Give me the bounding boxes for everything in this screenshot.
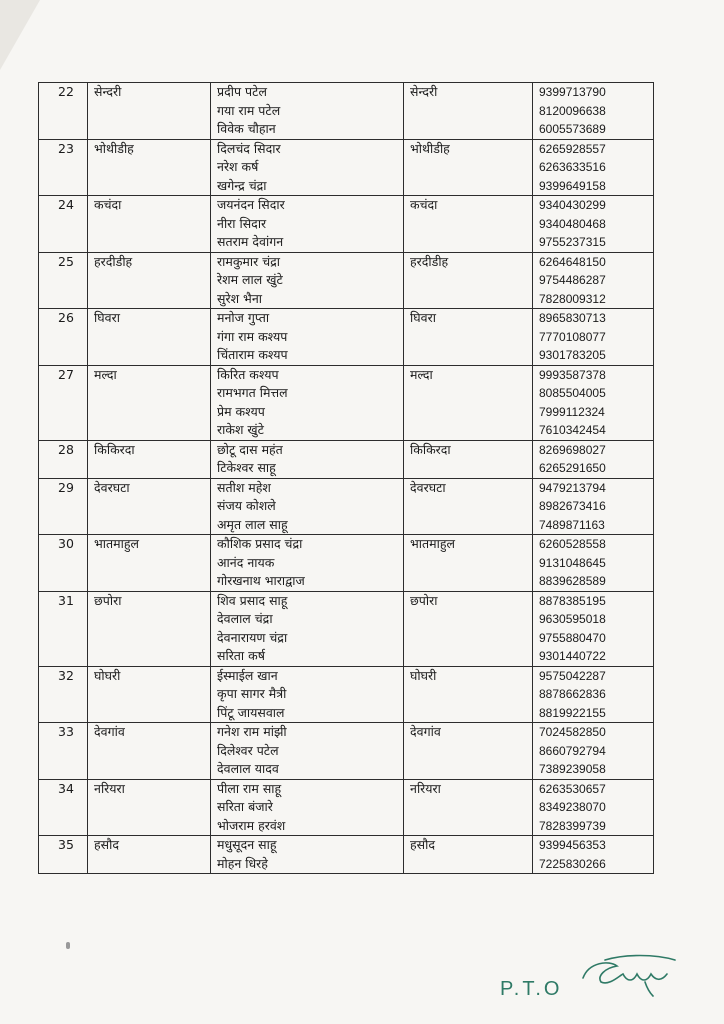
page-corner-fold	[0, 0, 40, 70]
member-name: भोजराम हरवंश	[217, 817, 286, 833]
phone-number: 7770108077	[539, 329, 606, 344]
phone-number: 8839628589	[539, 574, 606, 588]
table-row	[39, 309, 654, 366]
member-name: गनेश राम मांझी	[217, 724, 287, 739]
phone-number: 7828399739	[539, 818, 606, 833]
village-cell: घिवरा	[88, 309, 211, 366]
member-name: खगेन्द्र चंद्रा	[217, 177, 267, 193]
village-cell: देवरघटा	[88, 478, 211, 535]
member-name: पीला राम साहू	[217, 780, 282, 796]
serial-number-cell: 34	[39, 779, 88, 836]
member-name: मधुसूदन साहू	[217, 837, 277, 852]
table-row	[39, 139, 654, 196]
phone-numbers-cell	[533, 535, 654, 592]
roster-body	[39, 83, 654, 874]
table-row	[39, 83, 654, 140]
member-name: राकेश खुंटे	[217, 422, 264, 437]
member-name: देवलाल यादव	[217, 761, 279, 776]
table-row	[39, 591, 654, 666]
phone-number: 8120096638	[539, 103, 606, 118]
member-name: रेशम लाल खुंटे	[217, 272, 283, 287]
phone-number: 8878385195	[539, 593, 606, 608]
member-names-cell	[211, 139, 404, 196]
village-cell: नरियरा	[88, 779, 211, 836]
ink-spot	[66, 942, 70, 949]
village-cell: भातमाहुल	[88, 535, 211, 592]
serial-number-cell: 25	[39, 252, 88, 309]
place-cell: किकिरदा	[404, 440, 533, 478]
member-names-cell	[211, 535, 404, 592]
serial-number-cell: 31	[39, 591, 88, 666]
phone-number: 9754486287	[539, 273, 606, 287]
village-cell: किकिरदा	[88, 440, 211, 478]
phone-number: 8965830713	[539, 311, 606, 325]
member-names-cell	[211, 440, 404, 478]
phone-numbers-cell	[533, 365, 654, 440]
phone-numbers-cell	[533, 836, 654, 874]
phone-number: 7489871163	[539, 517, 605, 532]
phone-number: 9301440722	[539, 649, 606, 663]
member-name: संजय कोशले	[217, 498, 276, 513]
place-cell: नरियरा	[404, 779, 533, 836]
serial-number-cell: 35	[39, 836, 88, 874]
phone-number: 9479213794	[539, 480, 606, 495]
member-name: देवनारायण चंद्रा	[217, 629, 288, 645]
phone-numbers-cell	[533, 196, 654, 253]
place-cell: घिवरा	[404, 309, 533, 366]
table-row	[39, 440, 654, 478]
member-name: रामभगत मित्तल	[217, 385, 288, 400]
phone-numbers-cell	[533, 252, 654, 309]
phone-numbers-cell	[533, 779, 654, 836]
phone-number: 9340480468	[539, 216, 606, 231]
phone-number: 8085504005	[539, 386, 606, 400]
member-name: कौशिक प्रसाद चंद्रा	[217, 536, 303, 551]
member-name: कृपा सागर मैत्री	[217, 686, 287, 701]
table-row	[39, 535, 654, 592]
member-name: सरिता बंजारे	[217, 799, 273, 814]
member-name: सतीश महेश	[217, 479, 271, 495]
table-row	[39, 666, 654, 723]
phone-number: 6265291650	[539, 461, 606, 475]
serial-number-cell: 27	[39, 365, 88, 440]
phone-number: 6260528558	[539, 537, 606, 551]
phone-number: 8349238070	[539, 800, 606, 814]
member-name: चिंताराम कश्यप	[217, 347, 288, 362]
place-cell: देवरघटा	[404, 478, 533, 535]
phone-number: 6005573689	[539, 122, 606, 136]
table-row	[39, 723, 654, 780]
member-names-cell	[211, 478, 404, 535]
member-names-cell	[211, 365, 404, 440]
table-row	[39, 196, 654, 253]
member-name: गया राम पटेल	[217, 102, 281, 118]
member-name: दिलेश्वर पटेल	[217, 742, 279, 758]
phone-number: 9399649158	[539, 178, 606, 193]
member-names-cell	[211, 591, 404, 666]
place-cell: मल्दा	[404, 365, 533, 440]
member-names-cell	[211, 666, 404, 723]
table-row	[39, 779, 654, 836]
place-cell: देवगांव	[404, 723, 533, 780]
phone-number: 9399713790	[539, 85, 606, 99]
place-cell: कचंदा	[404, 196, 533, 253]
member-names-cell	[211, 309, 404, 366]
place-cell: हसौद	[404, 836, 533, 874]
member-name: टिकेश्वर साहू	[217, 460, 276, 475]
member-name: जयनंदन सिदार	[217, 197, 285, 212]
member-name: नीरा सिदार	[217, 215, 267, 231]
member-name: देवलाल चंद्रा	[217, 611, 273, 626]
phone-number: 9340430299	[539, 198, 606, 212]
phone-number: 8878662836	[539, 687, 606, 701]
place-cell: भातमाहुल	[404, 535, 533, 592]
member-names-cell	[211, 83, 404, 140]
pto-note: P.T.O	[500, 978, 563, 1000]
phone-numbers-cell	[533, 440, 654, 478]
phone-number: 9575042287	[539, 668, 606, 683]
member-names-cell	[211, 196, 404, 253]
phone-number: 6263633516	[539, 160, 606, 174]
phone-number: 7610342454	[539, 423, 606, 437]
phone-numbers-cell	[533, 478, 654, 535]
phone-number: 9399456353	[539, 838, 606, 852]
serial-number-cell: 22	[39, 83, 88, 140]
phone-number: 7828009312	[539, 291, 606, 306]
member-name: आनंद नायक	[217, 554, 275, 570]
phone-number: 9630595018	[539, 612, 606, 626]
phone-number: 8660792794	[539, 743, 606, 758]
phone-number: 7389239058	[539, 762, 606, 776]
serial-number-cell: 32	[39, 666, 88, 723]
phone-number: 9301783205	[539, 348, 606, 362]
member-names-cell	[211, 779, 404, 836]
phone-number: 8269698027	[539, 442, 606, 457]
table-row	[39, 365, 654, 440]
phone-number: 7225830266	[539, 856, 606, 871]
serial-number-cell: 29	[39, 478, 88, 535]
village-cell: हरदीडीह	[88, 252, 211, 309]
phone-numbers-cell	[533, 83, 654, 140]
phone-number: 7024582850	[539, 725, 606, 739]
phone-numbers-cell	[533, 139, 654, 196]
place-cell: सेन्दरी	[404, 83, 533, 140]
phone-numbers-cell	[533, 309, 654, 366]
phone-number: 6265928557	[539, 141, 606, 156]
table-row	[39, 836, 654, 874]
phone-numbers-cell	[533, 666, 654, 723]
committee-roster-table	[38, 82, 654, 874]
phone-number: 9755880470	[539, 630, 606, 645]
phone-numbers-cell	[533, 723, 654, 780]
village-cell: कचंदा	[88, 196, 211, 253]
member-name: विवेक चौहान	[217, 121, 276, 136]
village-cell: भोथीडीह	[88, 139, 211, 196]
phone-number: 8982673416	[539, 499, 606, 513]
member-names-cell	[211, 723, 404, 780]
place-cell: हरदीडीह	[404, 252, 533, 309]
member-name: किरित कश्यप	[217, 366, 279, 382]
village-cell: छपोरा	[88, 591, 211, 666]
member-name: नरेश कर्ष	[217, 159, 259, 174]
serial-number-cell: 33	[39, 723, 88, 780]
serial-number-cell: 24	[39, 196, 88, 253]
member-name: शिव प्रसाद साहू	[217, 592, 288, 608]
member-names-cell	[211, 836, 404, 874]
phone-number: 7999112324	[539, 404, 605, 419]
handwritten-signature	[575, 952, 685, 1002]
member-name: रामकुमार चंद्रा	[217, 253, 281, 269]
member-name: छोटू दास महंत	[217, 441, 283, 457]
member-name: पिंटू जायसवाल	[217, 704, 285, 720]
table-row	[39, 252, 654, 309]
village-cell: घोघरी	[88, 666, 211, 723]
member-name: प्रेम कश्यप	[217, 403, 265, 419]
village-cell: हसौद	[88, 836, 211, 874]
phone-number: 6264648150	[539, 254, 606, 269]
phone-number: 9993587378	[539, 367, 606, 382]
serial-number-cell: 28	[39, 440, 88, 478]
member-names-cell	[211, 252, 404, 309]
serial-number-cell: 30	[39, 535, 88, 592]
member-name: ईस्माईल खान	[217, 667, 278, 683]
member-name: अमृत लाल साहू	[217, 516, 288, 532]
member-name: दिलचंद सिदार	[217, 140, 281, 156]
phone-number: 9755237315	[539, 235, 606, 249]
village-cell: देवगांव	[88, 723, 211, 780]
member-name: सुरेश भैना	[217, 290, 262, 306]
place-cell: घोघरी	[404, 666, 533, 723]
place-cell: भोथीडीह	[404, 139, 533, 196]
phone-number: 9131048645	[539, 555, 606, 570]
phone-number: 8819922155	[539, 705, 606, 720]
member-name: प्रदीप पटेल	[217, 84, 267, 99]
village-cell: मल्दा	[88, 365, 211, 440]
serial-number-cell: 26	[39, 309, 88, 366]
serial-number-cell: 23	[39, 139, 88, 196]
member-name: गंगा राम कश्यप	[217, 328, 288, 344]
member-name: सतराम देवांगन	[217, 234, 284, 249]
member-name: मनोज गुप्ता	[217, 310, 270, 325]
member-name: मोहन धिरहे	[217, 855, 268, 871]
table-row	[39, 478, 654, 535]
member-name: सरिता कर्ष	[217, 648, 265, 663]
phone-number: 6263530657	[539, 781, 606, 796]
place-cell: छपोरा	[404, 591, 533, 666]
village-cell: सेन्दरी	[88, 83, 211, 140]
phone-numbers-cell	[533, 591, 654, 666]
member-name: गोरखनाथ भाराद्वाज	[217, 573, 305, 588]
